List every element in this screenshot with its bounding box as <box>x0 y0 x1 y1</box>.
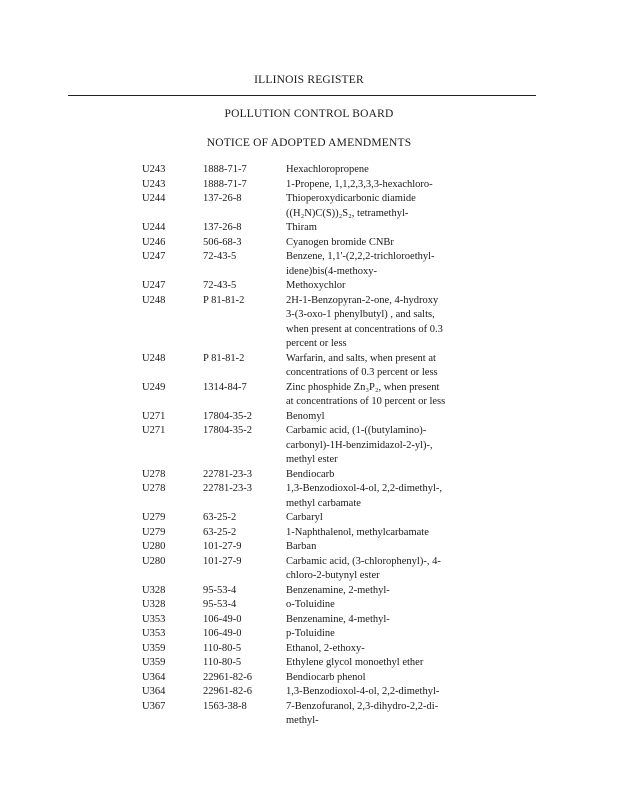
waste-code: U353 <box>142 613 166 625</box>
table-row <box>0 294 618 352</box>
cas-number: 72-43-5 <box>203 280 237 291</box>
waste-code: U278 <box>142 483 166 494</box>
cas-number: 101-27-9 <box>203 541 242 552</box>
substance-name <box>286 642 476 657</box>
substance-name <box>286 468 476 483</box>
substance-name-line: p-Toluidine <box>286 628 335 639</box>
substance-name <box>286 294 476 352</box>
waste-code: U280 <box>142 555 166 567</box>
cas-number: 1314-84-7 <box>203 381 247 393</box>
waste-code: U359 <box>142 642 166 654</box>
waste-code: U364 <box>142 671 166 683</box>
cas-number: 63-25-2 <box>203 526 237 538</box>
substance-name <box>286 279 476 294</box>
substance-name-line: Barban <box>286 541 317 552</box>
table-row <box>0 685 618 700</box>
substance-name <box>286 410 476 425</box>
substance-name-line: Cyanogen bromide CNBr <box>286 236 394 248</box>
waste-code: U280 <box>142 541 166 552</box>
substance-name-line: Carbamic acid, (1-((butylamino)- <box>286 425 427 436</box>
substance-name-line: ((H₂N)C(S))₂S₂, tetramethyl- <box>286 207 409 219</box>
waste-code: U279 <box>142 526 166 538</box>
cas-number: 1563-38-8 <box>203 700 247 712</box>
substance-name <box>286 555 476 584</box>
substance-name <box>286 236 476 251</box>
cas-number: 95-53-4 <box>203 599 237 610</box>
substance-name-line: Zinc phosphide Zn₃P₂, when present <box>286 381 440 393</box>
substance-name <box>286 598 476 613</box>
waste-code: U271 <box>142 425 166 436</box>
table-row <box>0 163 618 178</box>
table-row <box>0 468 618 483</box>
table-row <box>0 540 618 555</box>
cas-number: 22961-82-6 <box>203 686 252 697</box>
waste-code: U278 <box>142 468 166 480</box>
cas-number: 22961-82-6 <box>203 671 252 683</box>
substance-name-line: 1,3-Benzodioxol-4-ol, 2,2-dimethyl-, <box>286 483 443 494</box>
substance-name <box>286 221 476 236</box>
table-row <box>0 279 618 294</box>
table-row <box>0 410 618 425</box>
notice-title: NOTICE OF ADOPTED AMENDMENTS <box>206 137 412 149</box>
cas-number: 22781-23-3 <box>203 468 252 480</box>
table-row <box>0 178 618 193</box>
waste-code: U367 <box>142 700 166 712</box>
substance-name <box>286 381 476 410</box>
cas-number: 137-26-8 <box>203 222 242 233</box>
substance-name-line: chloro-2-butynyl ester <box>286 570 380 581</box>
table-row <box>0 671 618 686</box>
substance-name-line: 1,3-Benzodioxol-4-ol, 2,2-dimethyl- <box>286 686 440 697</box>
table-row <box>0 221 618 236</box>
waste-code: U328 <box>142 584 166 596</box>
waste-code: U247 <box>142 280 166 291</box>
cas-number: 17804-35-2 <box>203 410 252 422</box>
substance-name-line: idene)bis(4-methoxy- <box>286 265 377 277</box>
substance-name-line: 1-Naphthalenol, methylcarbamate <box>286 526 429 538</box>
substance-name-line: Benzene, 1,1'-(2,2,2-trichloroethyl- <box>286 251 435 262</box>
cas-number: 1888-71-7 <box>203 164 247 175</box>
table-row <box>0 642 618 657</box>
waste-code: U248 <box>142 352 166 364</box>
cas-number: 101-27-9 <box>203 555 242 567</box>
table-row <box>0 192 618 221</box>
substance-name-line: Benzenamine, 4-methyl- <box>286 613 390 625</box>
substance-name <box>286 352 476 381</box>
cas-number: 72-43-5 <box>203 251 237 262</box>
substance-name-line: Benomyl <box>286 410 325 422</box>
substance-name <box>286 685 476 700</box>
substance-name <box>286 250 476 279</box>
substance-name-line: Hexachloropropene <box>286 164 369 175</box>
waste-code: U247 <box>142 251 166 262</box>
substance-name <box>286 671 476 686</box>
table-row <box>0 584 618 599</box>
cas-number: 106-49-0 <box>203 613 242 625</box>
substance-name-line: Thioperoxydicarbonic diamide <box>286 193 416 204</box>
table-row <box>0 250 618 279</box>
substance-name <box>286 424 476 468</box>
cas-number: P 81-81-2 <box>203 352 245 364</box>
substance-name-line: Bendiocarb phenol <box>286 671 366 683</box>
substance-name-line: at concentrations of 10 percent or less <box>286 396 446 407</box>
substance-name <box>286 613 476 628</box>
register-title: ILLINOIS REGISTER <box>254 74 364 86</box>
substance-name <box>286 192 476 221</box>
cas-number: 63-25-2 <box>203 512 237 523</box>
substance-name <box>286 700 476 729</box>
table-row <box>0 424 618 468</box>
table-row <box>0 511 618 526</box>
waste-code: U243 <box>142 164 166 175</box>
waste-code: U279 <box>142 512 166 523</box>
cas-number: 106-49-0 <box>203 628 242 639</box>
substance-name-line: 3-(3-oxo-1 phenylbutyl) , and salts, <box>286 309 435 320</box>
substance-name <box>286 526 476 541</box>
table-row <box>0 627 618 642</box>
cas-number: 22781-23-3 <box>203 483 252 494</box>
substance-name <box>286 163 476 178</box>
cas-number: 1888-71-7 <box>203 178 247 190</box>
substance-name <box>286 627 476 642</box>
table-row <box>0 526 618 541</box>
substance-name-line: Carbaryl <box>286 512 323 523</box>
waste-code: U246 <box>142 236 166 248</box>
waste-code: U364 <box>142 686 166 697</box>
substance-name-line: Bendiocarb <box>286 468 335 480</box>
table-row <box>0 555 618 584</box>
substance-name <box>286 482 476 511</box>
substance-name-line: methyl ester <box>286 454 338 465</box>
substance-name-line: Carbamic acid, (3-chlorophenyl)-, 4- <box>286 555 441 567</box>
substance-name-line: Methoxychlor <box>286 280 346 291</box>
substance-name-line: carbonyl)-1H-benzimidazol-2-yl)-, <box>286 439 433 451</box>
substance-name-line: when present at concentrations of 0.3 <box>286 323 443 335</box>
table-row <box>0 352 618 381</box>
substance-name-line: Warfarin, and salts, when present at <box>286 352 436 364</box>
substance-name-line: Thiram <box>286 222 317 233</box>
substance-name <box>286 178 476 193</box>
substance-name <box>286 584 476 599</box>
waste-code: U243 <box>142 178 166 190</box>
cas-number: 137-26-8 <box>203 193 242 204</box>
cas-number: 506-68-3 <box>203 236 242 248</box>
substance-name <box>286 511 476 526</box>
substance-name-line: concentrations of 0.3 percent or less <box>286 367 438 378</box>
substance-name-line: Ethanol, 2-ethoxy- <box>286 642 365 654</box>
cas-number: 110-80-5 <box>203 642 242 654</box>
substance-name-line: Ethylene glycol monoethyl ether <box>286 657 424 668</box>
waste-code: U328 <box>142 599 166 610</box>
waste-code: U249 <box>142 381 166 393</box>
substance-name-line: methyl carbamate <box>286 497 361 509</box>
substance-name-line: Benzenamine, 2-methyl- <box>286 584 390 596</box>
substance-name-line: o-Toluidine <box>286 599 335 610</box>
cas-number: 95-53-4 <box>203 584 237 596</box>
cas-number: P 81-81-2 <box>203 294 245 306</box>
table-row <box>0 656 618 671</box>
waste-code: U353 <box>142 628 166 639</box>
waste-code: U359 <box>142 657 166 668</box>
substance-name-line: 2H-1-Benzopyran-2-one, 4-hydroxy <box>286 294 439 306</box>
table-row <box>0 381 618 410</box>
cas-number: 17804-35-2 <box>203 425 252 436</box>
table-row <box>0 236 618 251</box>
table-row <box>0 700 618 729</box>
substance-name <box>286 656 476 671</box>
waste-code: U244 <box>142 222 166 233</box>
substance-name-line: methyl- <box>286 715 319 726</box>
agency-title: POLLUTION CONTROL BOARD <box>224 108 394 120</box>
substance-name-line: 1-Propene, 1,1,2,3,3,3-hexachloro- <box>286 178 433 190</box>
table-row <box>0 482 618 511</box>
waste-code: U248 <box>142 294 166 306</box>
waste-code-table <box>0 163 618 729</box>
cas-number: 110-80-5 <box>203 657 242 668</box>
substance-name-line: percent or less <box>286 338 347 349</box>
table-row <box>0 598 618 613</box>
substance-name-line: 7-Benzofuranol, 2,3-dihydro-2,2-di- <box>286 700 439 712</box>
substance-name <box>286 540 476 555</box>
waste-code: U244 <box>142 193 166 204</box>
header-rule <box>68 95 536 96</box>
waste-code: U271 <box>142 410 166 422</box>
table-row <box>0 613 618 628</box>
